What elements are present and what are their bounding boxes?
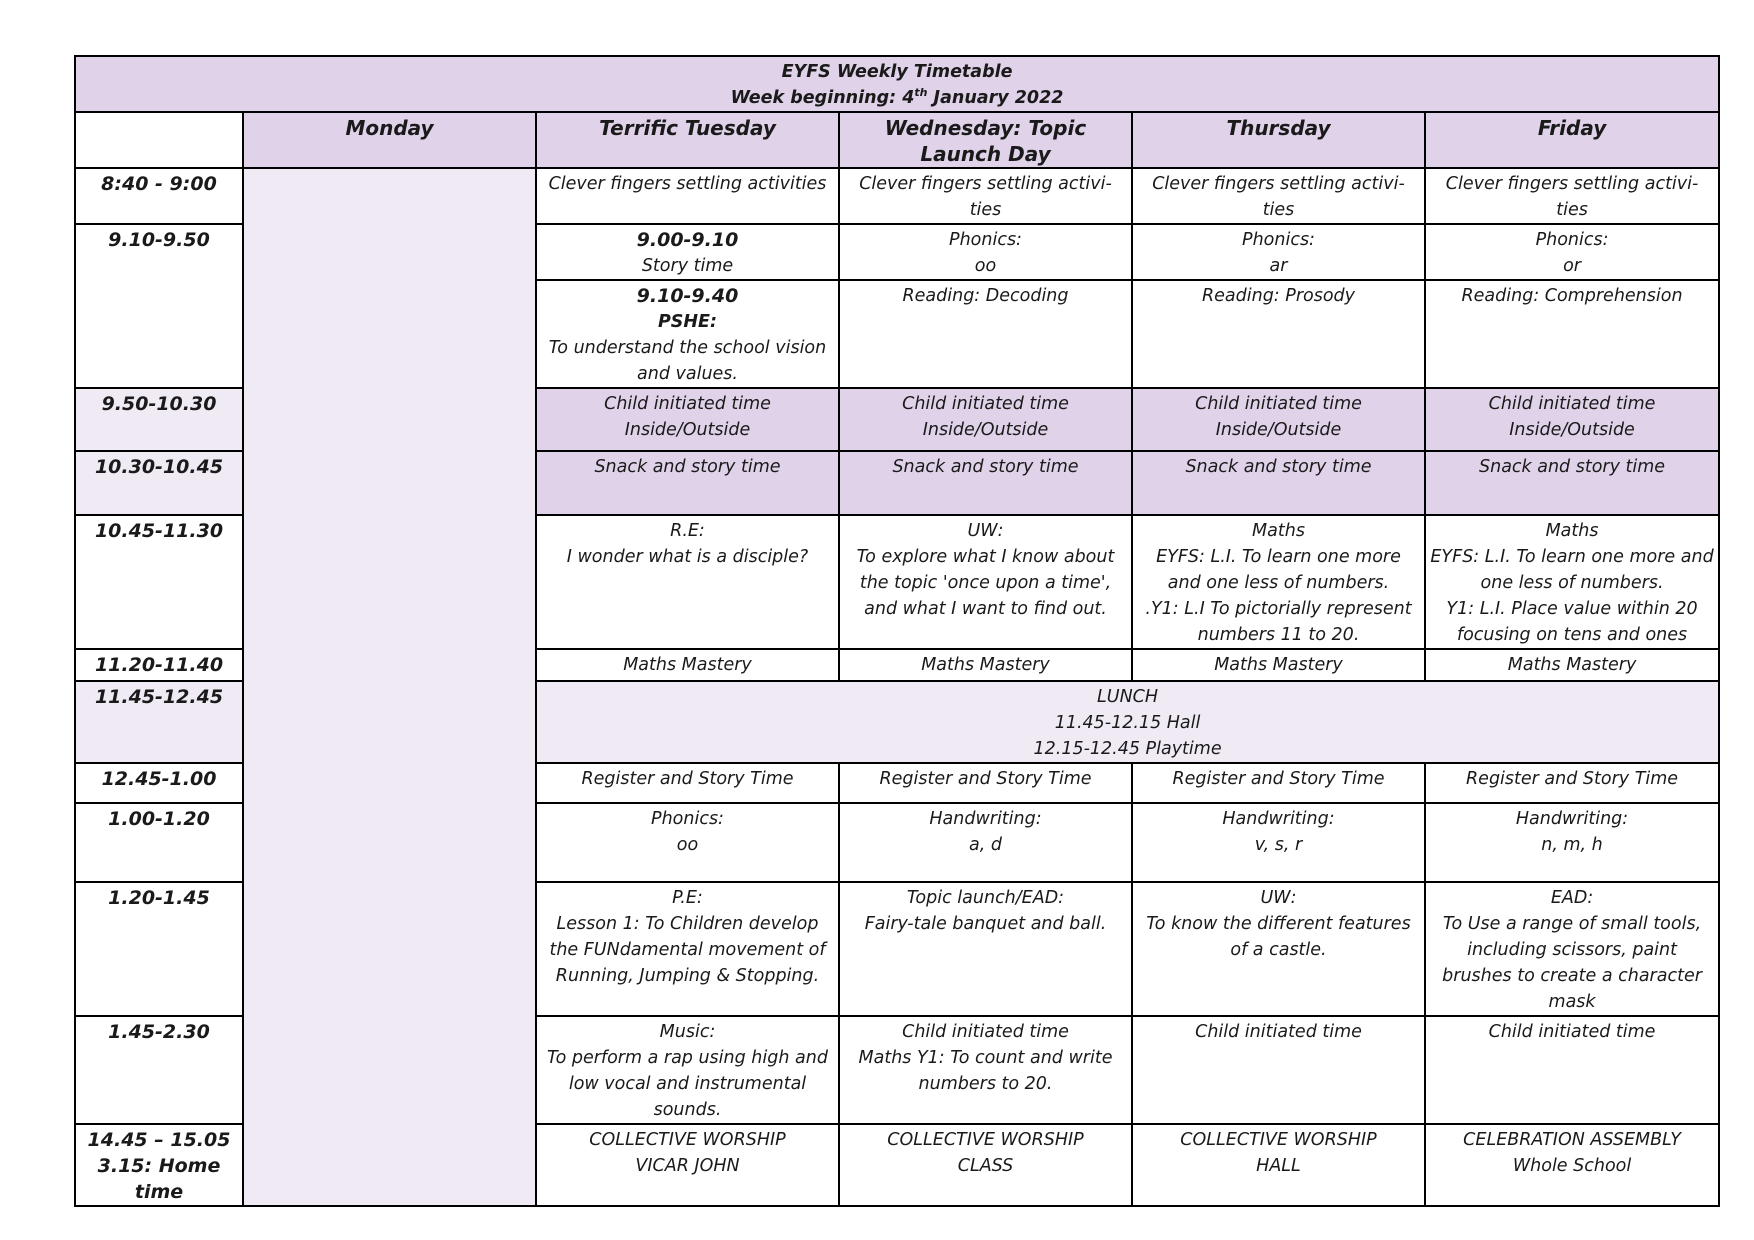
title-line1: EYFS Weekly Timetable [781,62,1013,82]
cell-wednesday: UW: To explore what I know about the topic 'once upon a time', and what I want to find out. [839,515,1132,649]
monday-column [243,168,536,1206]
cell-tuesday: Phonics: oo [536,803,839,882]
cell-thursday: UW: To know the different features of a castle. [1132,882,1425,1016]
time-cell: 9.50-10.30 [75,388,243,451]
cell-thursday: Phonics: ar [1132,224,1425,280]
header-tuesday: Terrific Tuesday [536,112,839,168]
cell-wednesday: Register and Story Time [839,763,1132,803]
cell-tuesday: Snack and story time [536,451,839,515]
cell-friday: EAD: To Use a range of small tools, including scissors, paint brushes to create a character mask [1425,882,1719,1016]
cell-friday: Reading: Comprehension [1425,280,1719,388]
cell-thursday: Handwriting: v, s, r [1132,803,1425,882]
cell-wednesday: Phonics: oo [839,224,1132,280]
cell-tuesday: Music: To perform a rap using high and low vocal and instrumental sounds. [536,1016,839,1124]
cell-thursday: COLLECTIVE WORSHIP HALL [1132,1124,1425,1206]
cell-friday: Handwriting: n, m, h [1425,803,1719,882]
cell-friday: CELEBRATION ASSEMBLY Whole School [1425,1124,1719,1206]
cell-wednesday: Snack and story time [839,451,1132,515]
header-monday: Monday [243,112,536,168]
cell-wednesday: Reading: Decoding [839,280,1132,388]
cell-tuesday: Child initiated time Inside/Outside [536,388,839,451]
cell-wednesday: Handwriting: a, d [839,803,1132,882]
timetable-title [75,56,1719,112]
cell-wednesday: COLLECTIVE WORSHIP CLASS [839,1124,1132,1206]
time-cell: 8:40 - 9:00 [75,168,243,224]
cell-wednesday: Clever fingers settling activi-ties [839,168,1132,224]
title-line2: Week beginning: 4th January 2022 [730,86,1064,108]
cell-friday: Clever fingers settling activi-ties [1425,168,1719,224]
cell-friday: Child initiated time [1425,1016,1719,1124]
cell-tuesday: Maths Mastery [536,649,839,681]
cell-tuesday: R.E: I wonder what is a disciple? [536,515,839,649]
time-cell: 10.30-10.45 [75,451,243,515]
cell-friday: Child initiated time Inside/Outside [1425,388,1719,451]
header-wednesday: Wednesday: Topic Launch Day [839,112,1132,168]
time-cell: 11.45-12.45 [75,681,243,763]
cell-wednesday: Child initiated time Inside/Outside [839,388,1132,451]
cell-thursday: Snack and story time [1132,451,1425,515]
cell-wednesday: Maths Mastery [839,649,1132,681]
header-row [75,112,1719,168]
cell-tuesday: COLLECTIVE WORSHIP VICAR JOHN [536,1124,839,1206]
header-time-blank [75,112,243,168]
title-row [75,56,1719,112]
cell-tuesday: 9.00-9.10 Story time [536,224,839,280]
cell-tuesday: P.E: Lesson 1: To Children develop the FUNdamental movement of Running, Jumping & Stopping. [536,882,839,1016]
cell-tuesday: Clever fingers settling activities [536,168,839,224]
time-cell: 11.20-11.40 [75,649,243,681]
time-cell: 10.45-11.30 [75,515,243,649]
time-cell: 9.10-9.50 [75,224,243,388]
time-cell: 1.45-2.30 [75,1016,243,1124]
cell-tuesday: Register and Story Time [536,763,839,803]
cell-thursday: Child initiated time Inside/Outside [1132,388,1425,451]
time-cell: 1.20-1.45 [75,882,243,1016]
cell-thursday: Maths Mastery [1132,649,1425,681]
cell-friday: Maths EYFS: L.I. To learn one more and one less of numbers. Y1: L.I. Place value within 20 focusing on tens and ones [1425,515,1719,649]
cell-friday: Phonics: or [1425,224,1719,280]
header-thursday: Thursday [1132,112,1425,168]
cell-wednesday: Child initiated time Maths Y1: To count and write numbers to 20. [839,1016,1132,1124]
table-row [75,168,1719,224]
time-cell: 1.00-1.20 [75,803,243,882]
cell-tuesday: 9.10-9.40 PSHE: To understand the school vision and values. [536,280,839,388]
timetable [74,55,1720,1207]
cell-thursday: Reading: Prosody [1132,280,1425,388]
cell-thursday: Child initiated time [1132,1016,1425,1124]
cell-friday: Maths Mastery [1425,649,1719,681]
cell-friday: Register and Story Time [1425,763,1719,803]
lunch-cell: LUNCH 11.45-12.15 Hall 12.15-12.45 Playtime [536,681,1719,763]
time-cell: 14.45 – 15.05 3.15: Home time [75,1124,243,1206]
cell-thursday: Maths EYFS: L.I. To learn one more and one less of numbers. .Y1: L.I To pictorially represent numbers 11 to 20. [1132,515,1425,649]
cell-friday: Snack and story time [1425,451,1719,515]
cell-thursday: Clever fingers settling activi-ties [1132,168,1425,224]
cell-wednesday: Topic launch/EAD: Fairy-tale banquet and ball. [839,882,1132,1016]
header-friday: Friday [1425,112,1719,168]
cell-thursday: Register and Story Time [1132,763,1425,803]
time-cell: 12.45-1.00 [75,763,243,803]
